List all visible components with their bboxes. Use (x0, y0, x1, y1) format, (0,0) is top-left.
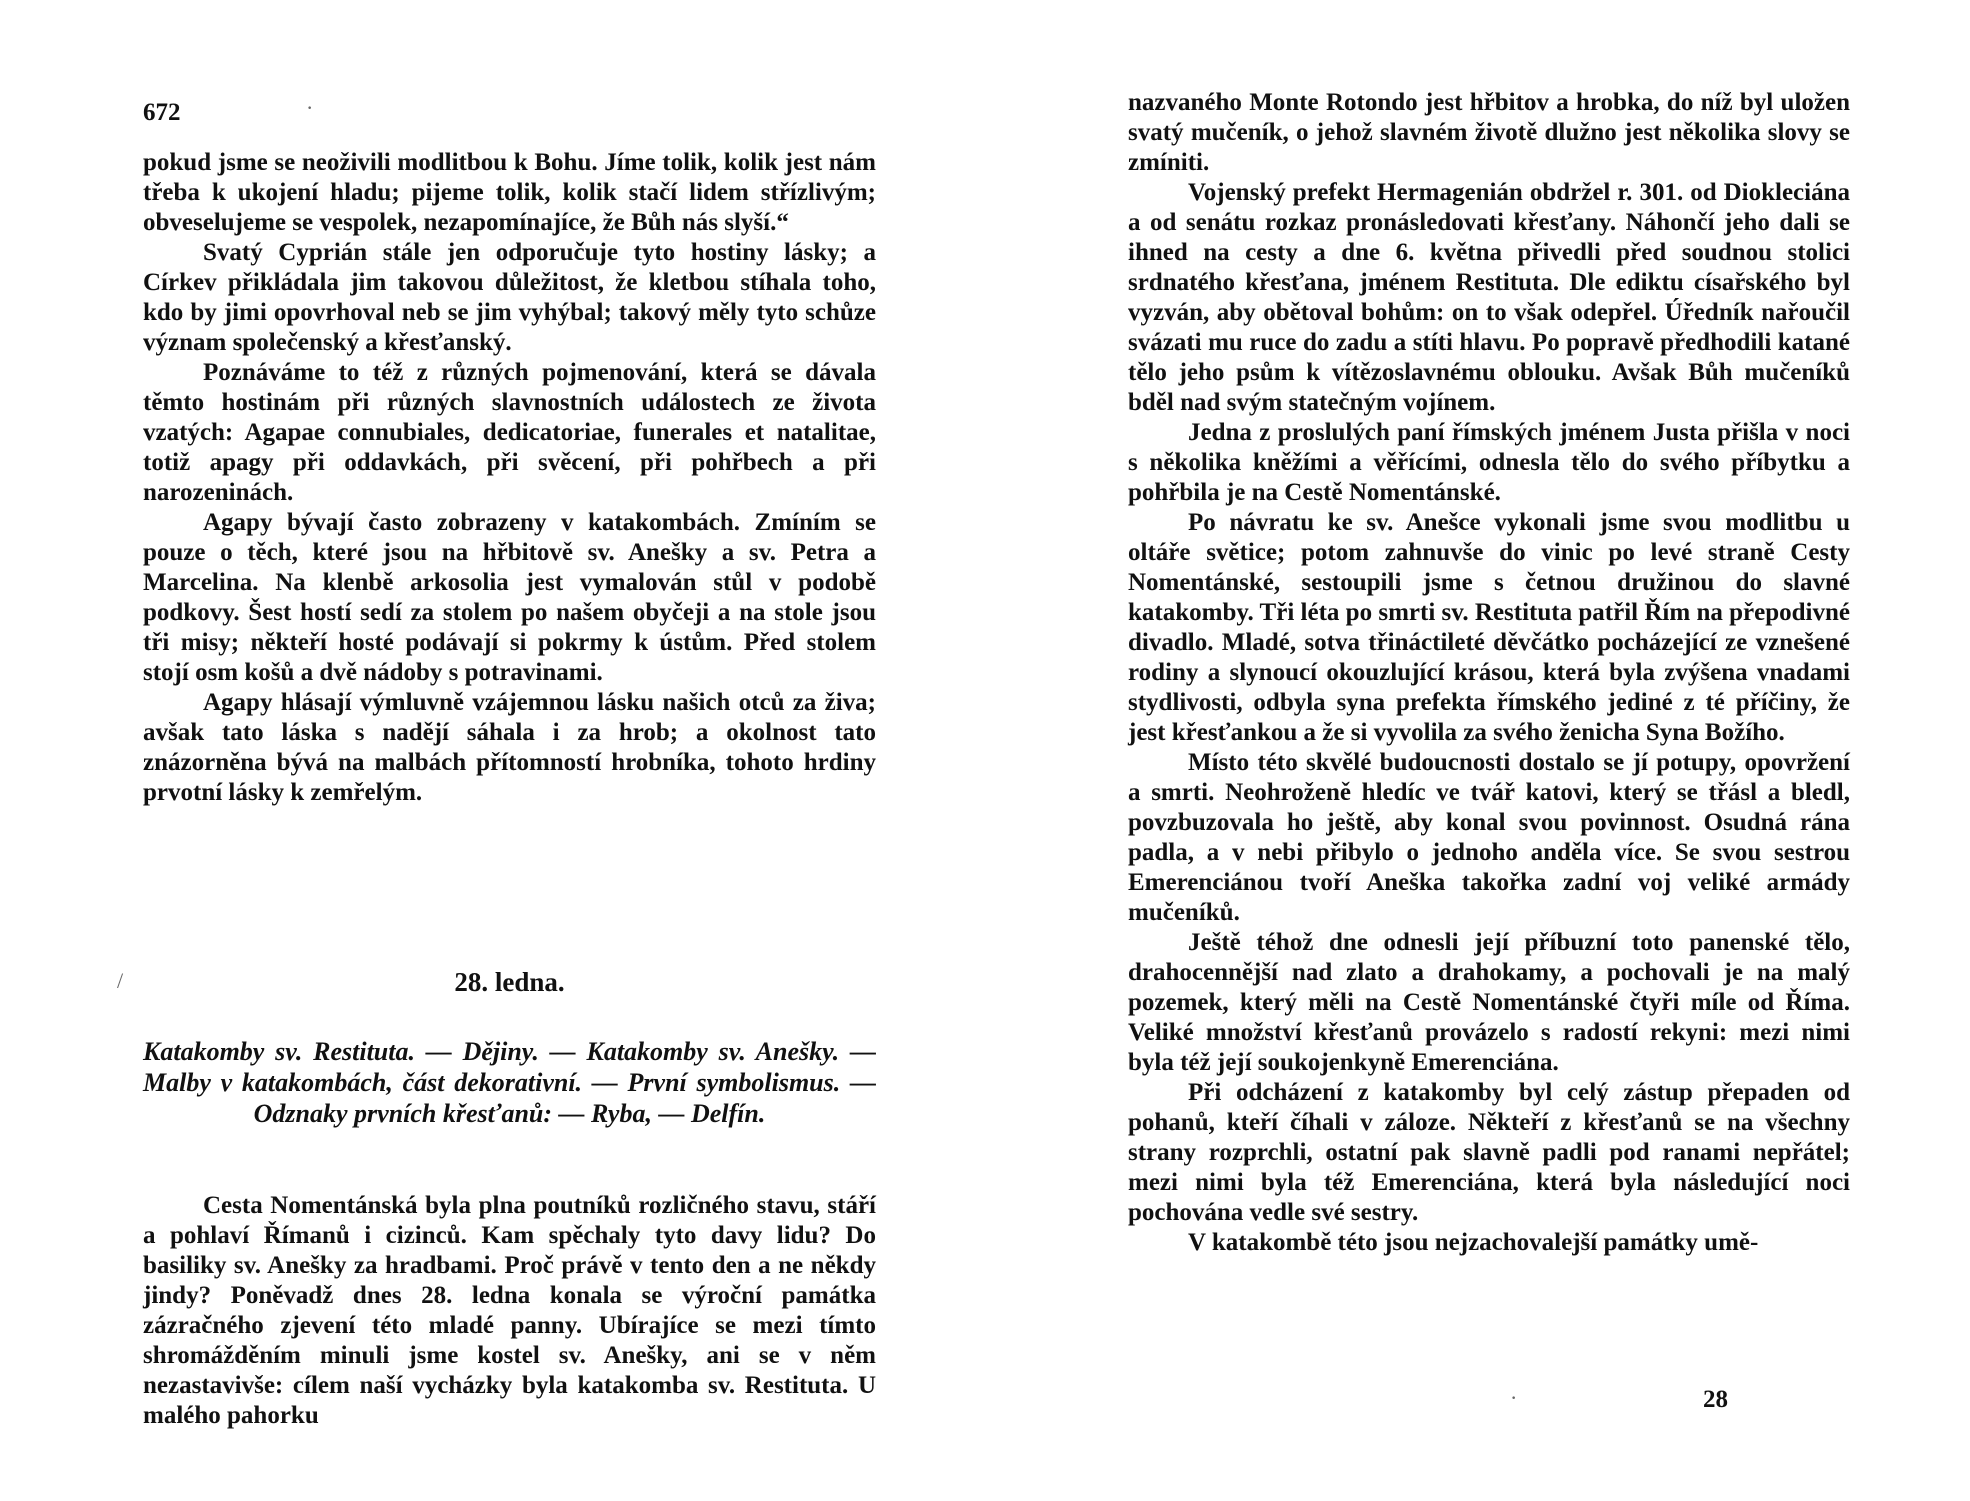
paragraph: Po návratu ke sv. Anešce vykonali jsme svou modlitbu u oltáře světice; potom zahnuvše do vinic po levé straně Cesty Nomentánské, sestoupili jsme s četnou družinou do slavné katakomby. Tři léta po smrti sv. Restituta patřil Řím na přepodivné divadlo. Mladé, sotva třináctileté děvčátko pocházející ze vznešené rodiny a slynoucí okouzlující krásou, která byla zvýšena vnadami stydlivosti, odbyla syna prefekta římského jediné z té příčiny, že jest křesťankou a že si vyvolila za svého ženicha Syna Božího. (1128, 509, 1850, 746)
right-text (1128, 88, 1850, 1258)
paragraph: Jedna z proslulých paní římských jménem Justa přišla v noci s několika kněžími a věřícími, odnesla tělo do svého příbytku a pohřbila je na Cestě Nomentánské. (1128, 419, 1850, 506)
paragraph: Agapy hlásají výmluvně vzájemnou lásku našich otců za živa; avšak tato láska s nadějí sáhala i za hrob; a okolnost tato znázorněna bývá na malbách přítomností hrobníka, tohoto hrdiny prvotní lásky k zemřelým. (143, 689, 876, 806)
print-speck: · (306, 95, 314, 120)
paragraph: Agapy bývají často zobrazeny v katakombách. Zmíním se pouze o těch, které jsou na hřbitově sv. Anešky a sv. Petra a Marcelina. Na klenbě arkosolia jest vymalován stůl v podobě podkovy. Šest hostí sedí za stolem po našem obyčeji a na stole jsou tři misy; někteří hosté podávají si pokrmy k ústům. Před stolem stojí osm košů a dvě nádoby s potravinami. (143, 509, 876, 686)
paragraph: Poznáváme to též z různých pojmenování, která se dávala těmto hostinám při různých slavnostních událostech ze života vzatých: Agapae connubiales, dedicatoriae, funerales et natalitae, totiž apagy při oddavkách, při svěcení, při pohřbech a při narozeninách. (143, 359, 876, 506)
paragraph: pokud jsme se neoživili modlitbou k Bohu. Jíme tolik, kolik jest nám třeba k ukojení hladu; pijeme tolik, kolik stačí lidem střízlivým; obveselujeme se vespolek, nezapomínajíce, že Bůh nás slyší.“ (143, 149, 876, 236)
paragraph: Vojenský prefekt Hermagenián obdržel r. 301. od Diokleciána a od senátu rozkaz pronásledovati křesťany. Náhončí jeho dali se ihned na cesty a dne 6. května přivedli před soudnou stolici srdnatého křesťana, jménem Restituta. Dle ediktu císařského byl vyzván, aby obětoval bohům: on to však odepřel. Úředník nařoučil svázati mu ruce do zadu a stíti hlavu. Po popravě předhodili katané tělo jeho psům k vítězoslavnému oblouku. Avšak Bůh mučeníků bděl nad svým statečným vojínem. (1128, 179, 1850, 416)
page-number-left: 672 (143, 99, 181, 126)
print-speck: / (117, 968, 124, 993)
paragraph: Ještě téhož dne odnesli její příbuzní toto panenské tělo, drahocennější nad zlato a drahokamy, a pochovali je na malý pozemek, který měli na Cestě Nomentánské čtyři míle od Říma. Veliké množství křesťanů provázelo s radostí rekyni: mezi nimi byla též její soukojenkyně Emerenciána. (1128, 929, 1850, 1076)
paragraph: Při odcházení z katakomby byl celý zástup přepaden od pohanů, kteří číhali v záloze. Někteří z křesťanů se na všechny strany rozprchli, ostatní pak slavně padli pod ranami nepřátel; mezi nimi byla též Emerenciána, která byla následující noci pochována vedle své sestry. (1128, 1079, 1850, 1226)
paragraph: Cesta Nomentánská byla plna poutníků rozličného stavu, stáří a pohlaví Římanů i cizinců. Kam spěchaly tyto davy lidu? Do basiliky sv. Anešky za hradbami. Proč právě v tento den a ne někdy jindy? Poněvadž dnes 28. ledna konala se výroční památka zázračného zjevení této mladé panny. Ubírajíce se mezi tímto shromážděním minuli jsme kostel sv. Anešky, ani se v něm nezastavivše: cílem naší vycházky byla katakomba sv. Restituta. U malého pahorku (143, 1192, 876, 1429)
left-text-top (143, 148, 876, 808)
page-number-right: 28 (1703, 1386, 1728, 1413)
section-heading: 28. ledna. (454, 967, 565, 997)
paragraph: V katakombě této jsou nejzachovalejší památky umě- (1188, 1229, 1759, 1256)
paragraph: Svatý Cyprián stále jen odporučuje tyto hostiny lásky; a Církev přikládala jim takovou důležitost, že kletbou stíhala toho, kdo by jimi opovrhoval neb se jim vyhýbal; takový měly tyto schůze význam společenský a křesťanský. (143, 239, 876, 356)
paragraph: nazvaného Monte Rotondo jest hřbitov a hrobka, do níž byl uložen svatý mučeník, o jehož slavném životě dlužno jest několika slovy se zmíniti. (1128, 89, 1850, 176)
chapter-summary: Katakomby sv. Restituta. — Dějiny. — Katakomby sv. Anešky. — Malby v katakombách, část dekorativní. — První symbolismus. — Odznaky prvních křesťanů: — Ryba, — Delfín. (143, 1037, 876, 1128)
left-text-bottom (143, 1191, 876, 1431)
paragraph: Místo této skvělé budoucnosti dostalo se jí potupy, opovržení a smrti. Neohroženě hledíc ve tvář katovi, který se třásl a bledl, povzbuzovala ho ještě, aby konal svou povinnost. Osudná rána padla, a v nebi přibylo o jednoho anděla více. Se svou sestrou Emerenciánou tvoří Aneška takořka zadní voj veliké armády mučeníků. (1128, 749, 1850, 926)
print-speck: · (1510, 1385, 1518, 1410)
